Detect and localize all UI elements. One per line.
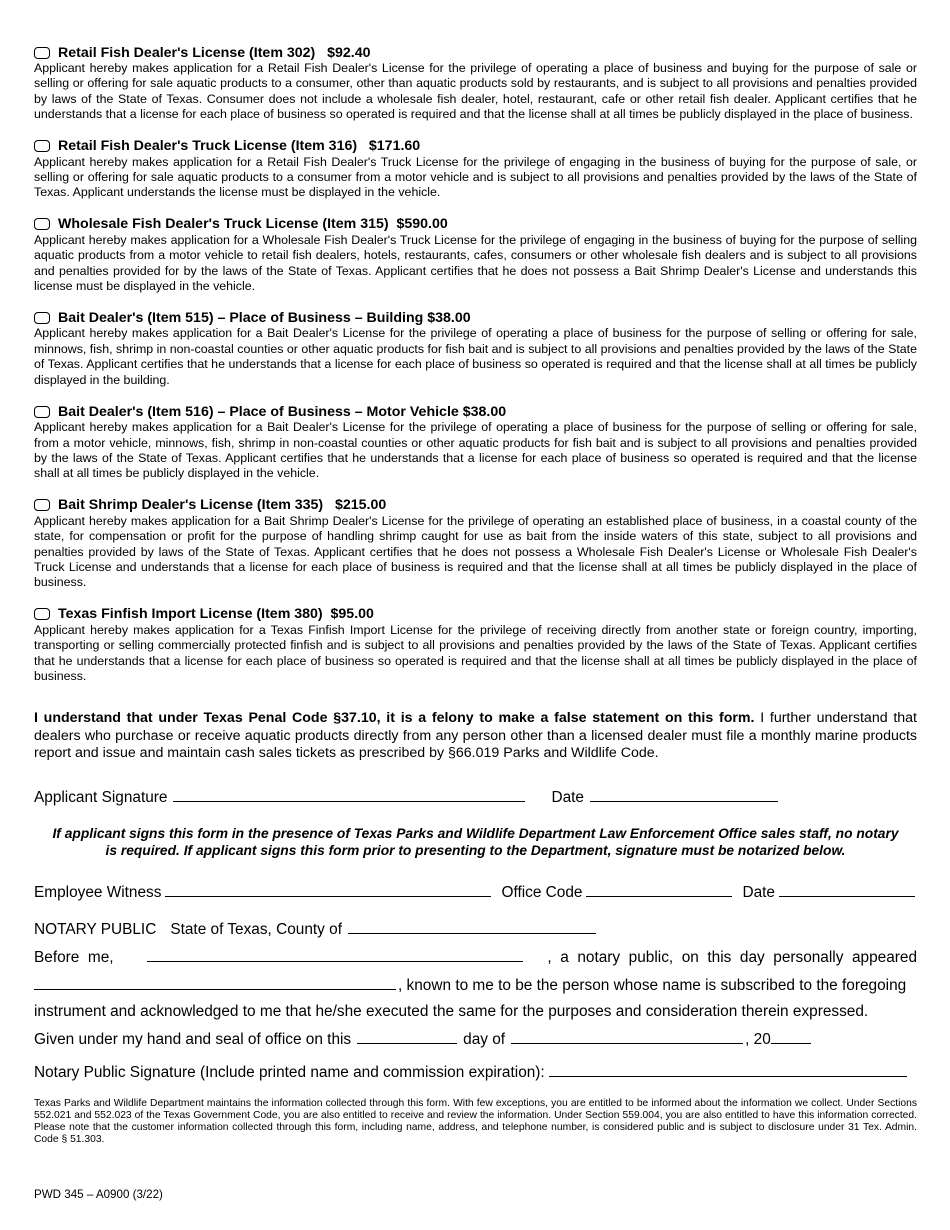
witness-date-label: Date (742, 883, 775, 901)
bait-dealer-vehicle-checkbox[interactable] (34, 406, 50, 418)
county-label: State of Texas, County of (170, 920, 342, 938)
notary-signature-label: Notary Public Signature (Include printed name and commission expiration): (34, 1063, 545, 1081)
given-day-field[interactable] (357, 1029, 457, 1044)
notary-signature-row (34, 1062, 917, 1082)
applicant-signature-label: Applicant Signature (34, 788, 168, 806)
section-title: Texas Finfish Import License (Item 380) $95.00 (58, 606, 374, 623)
bait-dealer-building-checkbox[interactable] (34, 312, 50, 324)
known-to-me-row (34, 975, 917, 995)
section-body: Applicant hereby makes application for a Retail Fish Dealer's License for the privilege of operating a place of business and buying for the purpose of sale or selling or offering for sale aquatic products to a consumer, other than aquatic products sold by restaurants, and is subject to all provisions and penalties provided by laws of the State of Texas. Consumer does not include a wholesale fish dealer, hotel, restaurant, cafe or other retail fish dealer. Applicant certifies that he understands that a license for each place of business so operated is required and that the license shall at all times be publicly displayed in the place of business. (34, 61, 917, 122)
county-field[interactable] (348, 919, 596, 934)
section-bait-shrimp-dealer (34, 497, 917, 591)
employee-witness-label: Employee Witness (34, 883, 162, 901)
before-me-label: Before me, (34, 948, 114, 966)
section-body: Applicant hereby makes application for a Retail Fish Dealer's Truck License for the privilege of engaging in the business of buying for the purpose of sale, or selling or offering for sale aquatic products to a consumer from a motor vehicle and is subject to all provisions and penalties provided by the laws of the State of Texas. Applicant understands the license must be displayed in the vehicle. (34, 154, 917, 200)
penalty-statement-rest: I further understand that dealers who purchase or receive aquatic products directly from any person other than a licensed dealer must file a monthly marine products report and issue and maintain cash sales tickets as prescribed by §66.019 Parks and Wildlife Code. (34, 710, 917, 762)
privacy-notice: Texas Parks and Wildlife Department maintains the information collected through this form. With few exceptions, you are entitled to be informed about the information we collect. Under Sections 552.021 and 552.023 of the Texas Government Code, you are also entitled to receive and review the information. Under Section 559.004, you are also entitled to have this information corrected. Please note that the customer information collected through this form, including name, address, and telephone number, is considered public and is subject to disclosure under 31 Tex. Admin. Code § 51.303. (34, 1097, 917, 1145)
employee-witness-row (34, 882, 917, 902)
section-title: Bait Dealer's (Item 515) – Place of Business – Building $38.00 (58, 309, 471, 326)
section-retail-fish-dealer-truck (34, 138, 917, 201)
section-title: Retail Fish Dealer's Truck License (Item 316) $171.60 (58, 138, 421, 155)
known-to-me-text: , known to me to be the person whose name is subscribed to the foregoing (398, 976, 907, 994)
instrument-text: instrument and acknowledged to me that he/she executed the same for the purposes and consideration therein expressed. (34, 1002, 869, 1020)
notary-county-row (34, 919, 917, 939)
notary-name-field[interactable] (147, 947, 523, 962)
day-of-label: day of (463, 1030, 506, 1048)
given-under-hand-row (34, 1029, 917, 1049)
penalty-statement-bold: I understand that under Texas Penal Code §37.10, it is a felony to make a false statement on this form. (34, 710, 755, 727)
applicant-signature-field[interactable] (173, 787, 525, 802)
given-month-field[interactable] (511, 1029, 743, 1044)
section-wholesale-fish-truck (34, 216, 917, 295)
form-id: PWD 345 – A0900 (3/22) (34, 1188, 163, 1201)
year-prefix-label: , 20 (745, 1030, 771, 1048)
section-title: Bait Dealer's (Item 516) – Place of Business – Motor Vehicle $38.00 (58, 403, 507, 420)
section-finfish-import (34, 606, 917, 685)
section-bait-dealer-vehicle (34, 403, 917, 482)
license-form (34, 44, 917, 1146)
section-body: Applicant hereby makes application for a Bait Shrimp Dealer's License for the privilege of operating an established place of business, in a coastal county of the state, for compensation or profit for the purpose of handling shrimp caught for use as bait from the inside waters of this state, subject to all provisions and penalties provided by laws of the State of Texas. Applicant certifies that he does not possess a Wholesale Fish Dealer's License or Wholesale Fish Dealer's Truck License and understands that a license for each place of business is required and that the license shall at all times be publicly displayed in the place of business. (34, 513, 917, 590)
given-label: Given under my hand and seal of office on this (34, 1030, 352, 1048)
penalty-statement (34, 710, 917, 763)
section-retail-fish-dealer (34, 44, 917, 123)
notary-signature-field[interactable] (549, 1062, 907, 1077)
before-me-row (34, 947, 917, 967)
section-title: Bait Shrimp Dealer's License (Item 335) $215.00 (58, 497, 387, 514)
signature-date-field[interactable] (590, 787, 778, 802)
notary-notice: If applicant signs this form in the presence of Texas Parks and Wildlife Department Law Enforcement Office sales staff, no notary is required. If applicant signs this form prior to presenting to the Department, signature must be notarized below. (52, 825, 899, 859)
wholesale-fish-truck-checkbox[interactable] (34, 218, 50, 230)
applicant-signature-row (34, 787, 917, 807)
signature-date-label: Date (551, 788, 584, 806)
office-code-field[interactable] (586, 882, 732, 897)
section-body: Applicant hereby makes application for a Bait Dealer's License for the privilege of operating a place of business for the purpose of selling or offering for sale, from a motor vehicle, minnows, fish, shrimp in non-coastal counties or other aquatic products for fish bait and is subject to all provisions and penalties provided by the laws of the State of Texas. Applicant certifies that he understands that a license for each place of business so operated is required and that the license shall at all times be publicly displayed in the vehicle. (34, 420, 917, 481)
section-bait-dealer-building (34, 309, 917, 388)
section-title: Retail Fish Dealer's License (Item 302) $92.40 (58, 44, 371, 61)
employee-witness-field[interactable] (165, 882, 491, 897)
retail-fish-dealer-checkbox[interactable] (34, 47, 50, 59)
notary-appeared-text: , a notary public, on this day personally appeared (547, 948, 917, 966)
section-body: Applicant hereby makes application for a Wholesale Fish Dealer's Truck License for the privilege of engaging in the business of buying for the purpose of selling aquatic products from a motor vehicle to retail fish dealers, hotels, restaurants, cafes, consumers or other wholesale fish dealers and is subject to all provisions and penalties provided for by the laws of the State of Texas. Applicant certifies that he does not possess a Bait Shrimp Dealer's License and understands this license must be displayed in the vehicle. (34, 232, 917, 294)
retail-fish-truck-checkbox[interactable] (34, 140, 50, 152)
office-code-label: Office Code (501, 883, 583, 901)
witness-date-field[interactable] (779, 882, 915, 897)
bait-shrimp-dealer-checkbox[interactable] (34, 499, 50, 511)
section-title: Wholesale Fish Dealer's Truck License (Item 315) $590.00 (58, 216, 448, 233)
section-body: Applicant hereby makes application for a Texas Finfish Import License for the privilege of receiving directly from another state or foreign country, importing, transporting or selling commercially protected finfish and is subject to all provisions and penalties provided by the laws of the State of Texas. Applicant certifies that he understands that a license for each place of business so operated is required and that the license shall at all times be publicly displayed in the place of business. (34, 622, 917, 683)
section-body: Applicant hereby makes application for a Bait Dealer's License for the privilege of operating a place of business for the purpose of selling or offering for sale, minnows, fish, shrimp in non-coastal counties or other aquatic products for fish bait and is subject to all provisions and penalties provided by the laws of the State of Texas. Applicant certifies that he understands that a license for each place of business so operated is required and that the license shall at all times be publicly displayed in the building. (34, 326, 917, 387)
notary-public-header: NOTARY PUBLIC (34, 920, 157, 938)
appeared-person-field[interactable] (34, 975, 396, 990)
given-year-field[interactable] (771, 1029, 811, 1044)
finfish-import-checkbox[interactable] (34, 608, 50, 620)
